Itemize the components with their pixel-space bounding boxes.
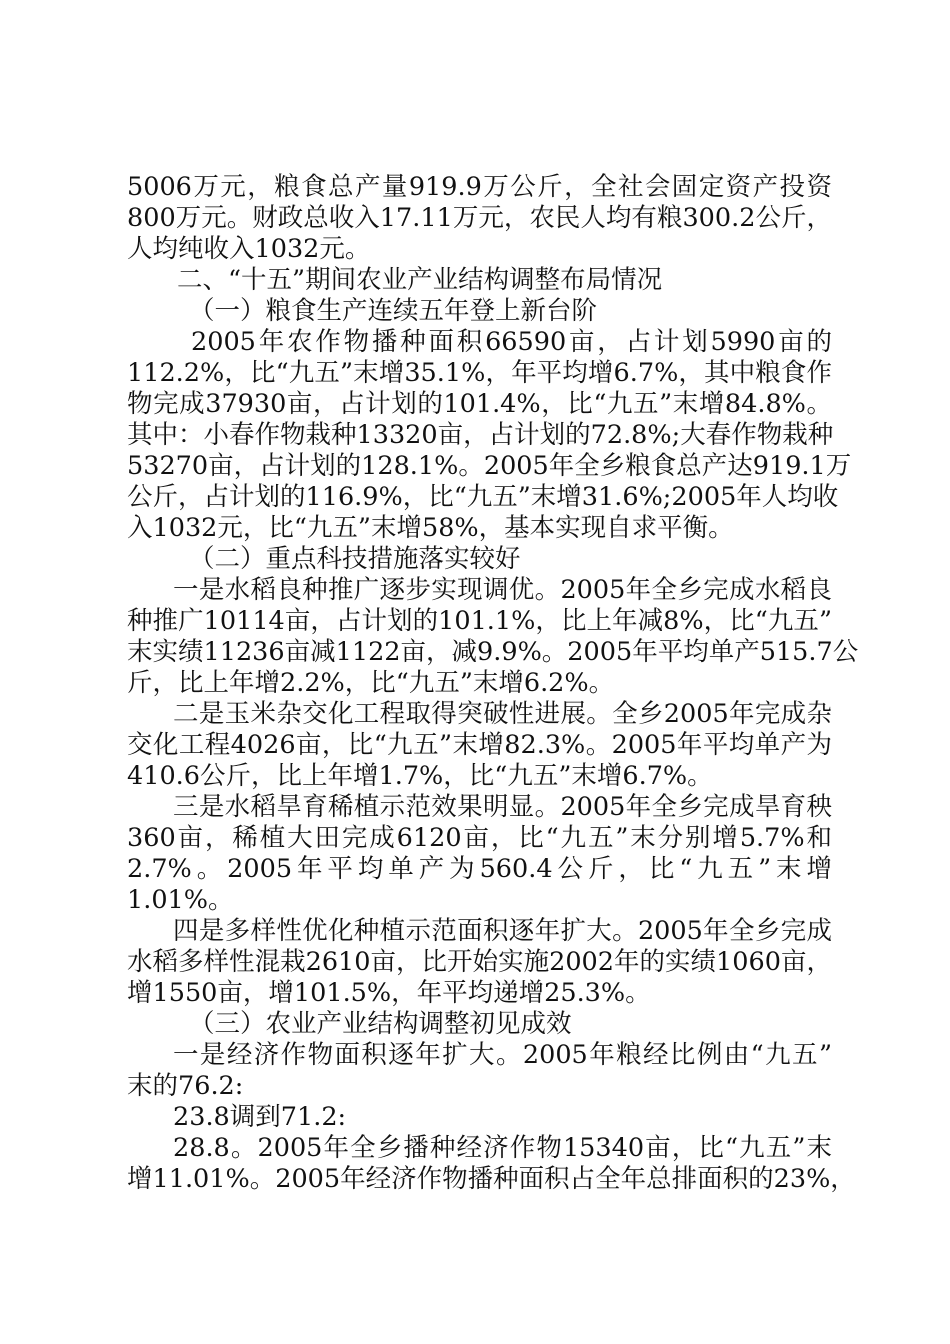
text-line: 28.8。2005年全乡播种经济作物15340亩，比“九五”末 [173,1133,832,1163]
text-line: 四是多样性优化种植示范面积逐年扩大。2005年全乡完成 [173,916,832,946]
subsection-heading: （二）重点科技措施落实较好 [189,544,521,574]
text-line: 末实绩11236亩减1122亩，减9.9%。2005年平均单产515.7公 [127,637,859,667]
text-line: 三是水稻旱育稀植示范效果明显。2005年全乡完成旱育秧 [173,792,832,822]
text-line: 斤，比上年增2.2%，比“九五”末增6.2%。 [127,668,615,698]
text-line: 末的76.2: [127,1071,244,1101]
section-heading: 二、“十五”期间农业产业结构调整布局情况 [177,265,663,295]
text-line: 410.6公斤，比上年增1.7%，比“九五”末增6.7%。 [127,761,713,791]
subsection-heading: （三）农业产业结构调整初见成效 [189,1009,572,1039]
text-line: 112.2%，比“九五”末增35.1%，年平均增6.7%，其中粮食作 [127,358,832,388]
text-line: 公斤，占计划的116.9%，比“九五”末增31.6%;2005年人均收 [127,482,839,512]
text-line: 一是水稻良种推广逐步实现调优。2005年全乡完成水稻良 [173,575,832,605]
text-line: 800万元。财政总收入17.11万元，农民人均有粮300.2公斤， [127,203,832,233]
subsection-heading: （一）粮食生产连续五年登上新台阶 [189,296,598,326]
text-line: 360亩，稀植大田完成6120亩，比“九五”末分别增5.7%和 [127,823,832,853]
text-line: 53270亩，占计划的128.1%。2005年全乡粮食总产达919.1万 [127,451,852,481]
text-line: 增1550亩，增101.5%，年平均递增25.3%。 [127,978,651,1008]
text-line: 物完成37930亩，占计划的101.4%，比“九五”末增84.8%。 [127,389,832,419]
text-line: 人均纯收入1032元。 [127,234,371,264]
text-line: 增11.01%。2005年经济作物播种面积占全年总排面积的23%， [127,1164,856,1194]
text-line: 2.7%。2005年平均单产为560.4公斤，比“九五”末增 [127,854,832,884]
text-line: 一是经济作物面积逐年扩大。2005年粮经比例由“九五” [173,1040,832,1070]
text-line: 入1032元，比“九五”末增58%，基本实现自求平衡。 [127,513,734,543]
text-line: 5006万元，粮食总产量919.9万公斤，全社会固定资产投资 [127,172,832,202]
document-body [127,172,859,1195]
text-line: 23.8调到71.2: [173,1102,347,1132]
text-line: 交化工程4026亩，比“九五”末增82.3%。2005年平均单产为 [127,730,832,760]
text-line: 1.01%。 [127,885,234,915]
text-line: 二是玉米杂交化工程取得突破性进展。全乡2005年完成杂 [173,699,832,729]
text-line: 种推广10114亩，占计划的101.1%，比上年减8%，比“九五” [127,606,832,636]
text-line: 2005年农作物播种面积66590亩，占计划5990亩的 [191,327,832,357]
text-line: 水稻多样性混栽2610亩，比开始实施2002年的实绩1060亩， [127,947,832,977]
text-line: 其中：小春作物栽种13320亩，占计划的72.8%;大春作物栽种 [127,420,834,450]
